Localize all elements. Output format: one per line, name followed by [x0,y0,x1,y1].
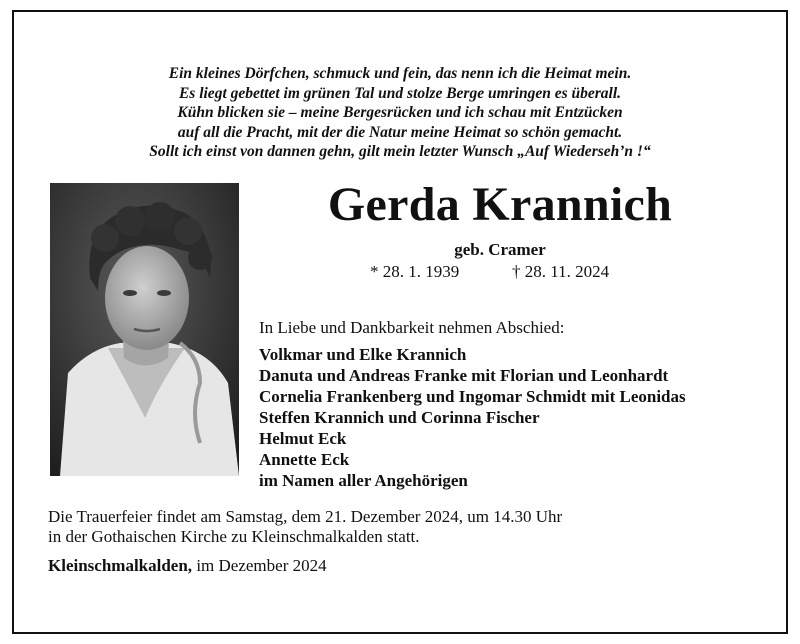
place-town: Kleinschmalkalden, [48,556,193,575]
farewell-intro: In Liebe und Dankbarkeit nehmen Abschied: [259,318,565,337]
maiden-name: geb. Cramer [454,240,546,259]
poem-line: Sollt ich einst von dannen gehn, gilt mein letzter Wunsch „Auf Wiederseh’n !“ [149,143,651,160]
place-date: im Dezember 2024 [196,556,327,575]
deceased-name: Gerda Krannich [327,178,673,231]
mourner: Volkmar und Elke Krannich [259,345,467,364]
poem-line: Es liegt gebettet im grünen Tal und stolze Berge umringen es überall. [178,84,622,102]
service-info [48,507,562,547]
service-line: in der Gothaischen Kirche zu Kleinschmalkalden statt. [48,527,420,546]
mourner: Helmut Eck [259,429,347,448]
life-dates [340,261,660,283]
poem [0,64,800,162]
poem-line: Kühn blicken sie – meine Bergesrücken und ich schau mit Entzücken [177,104,623,121]
mourner: Danuta und Andreas Franke mit Florian und Leonhardt [259,366,669,385]
death-date: † 28. 11. 2024 [512,262,610,281]
portrait-photo [50,183,239,476]
birth-date: * 28. 1. 1939 [370,262,460,281]
poem-line: auf all die Pracht, mit der die Natur meine Heimat so schön gemacht. [177,123,623,141]
mourner: Steffen Krannich und Corinna Fischer [259,408,540,427]
place-and-date [48,556,327,576]
mourner: im Namen aller Angehörigen [259,471,468,490]
poem-line: Ein kleines Dörfchen, schmuck und fein, das nenn ich die Heimat mein. [168,65,632,82]
mourner: Annette Eck [259,450,350,469]
mourner: Cornelia Frankenberg und Ingomar Schmidt mit Leonidas [259,387,686,406]
service-line: Die Trauerfeier findet am Samstag, dem 21. Dezember 2024, um 14.30 Uhr [48,507,563,526]
mourners-list [259,344,686,491]
